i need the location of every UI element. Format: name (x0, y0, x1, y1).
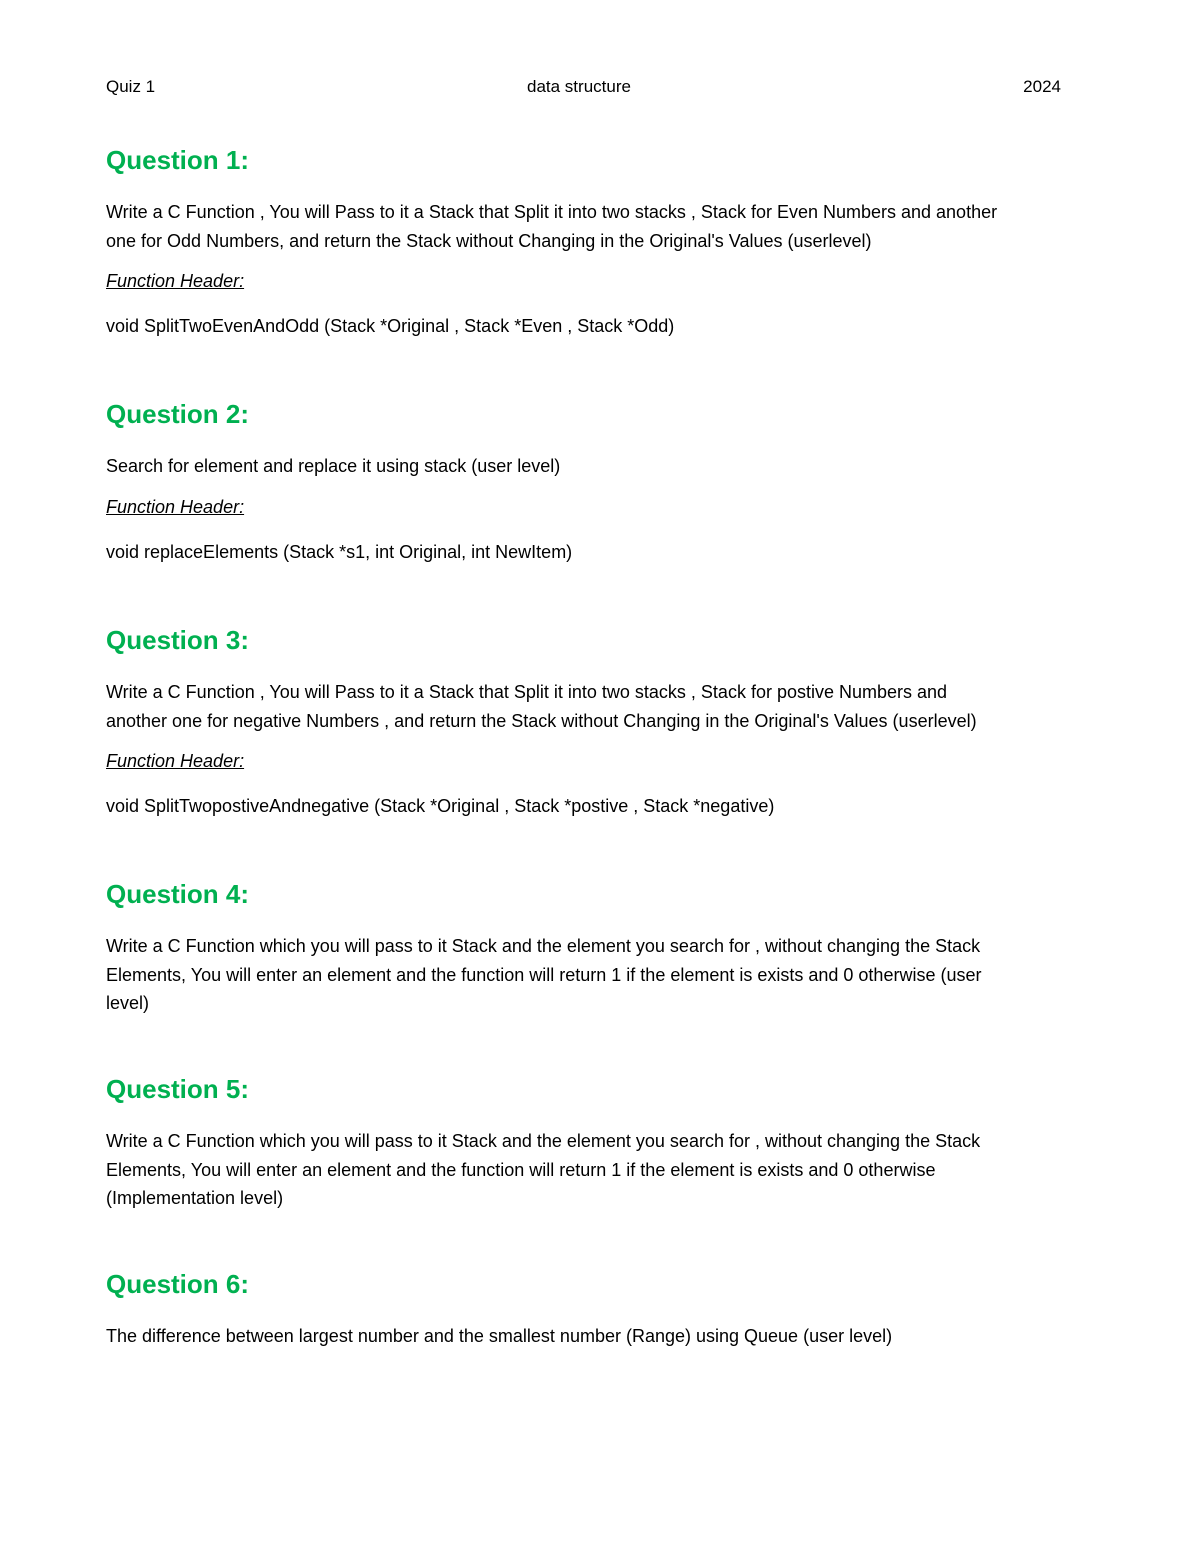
question-5 (106, 1073, 1091, 1213)
function-header-label: Function Header: (106, 271, 245, 291)
question-6 (106, 1268, 1091, 1351)
question-title: Question 6: (106, 1269, 250, 1299)
function-header-label: Function Header: (106, 496, 245, 517)
question-title: Question 5: (106, 1074, 250, 1104)
page-header (106, 76, 1061, 98)
question-text-line: one for Odd Numbers, and return the Stack without Changing in the Original's Values (userlevel) (106, 230, 872, 251)
question-text-line: another one for negative Numbers , and return the Stack without Changing in the Original's Values (userlevel) (106, 710, 977, 731)
question-text-line: The difference between largest number and the smallest number (Range) using Queue (user level) (106, 1326, 893, 1346)
question-text-line: level) (106, 993, 150, 1013)
question-text-line: (Implementation level) (106, 1188, 284, 1208)
question-3 (106, 624, 1091, 818)
question-1 (106, 144, 1091, 338)
question-2 (106, 398, 1091, 564)
question-text-line: Search for element and replace it using stack (user level) (106, 456, 561, 476)
question-title: Question 2: (106, 399, 250, 429)
header-subject: data structure (527, 77, 631, 96)
question-title: Question 3: (106, 625, 250, 655)
function-signature: void SplitTwoEvenAndOdd (Stack *Original , Stack *Even , Stack *Odd) (106, 316, 675, 336)
header-year: 2024 (1023, 77, 1061, 96)
question-title: Question 1: (106, 145, 250, 175)
question-title: Question 4: (106, 879, 250, 909)
function-signature: void replaceElements (Stack *s1, int Original, int NewItem) (106, 541, 573, 562)
question-text-line: Write a C Function , You will Pass to it a Stack that Split it into two stacks , Stack for Even Numbers and another (106, 202, 998, 222)
function-header-label: Function Header: (106, 751, 245, 771)
question-text-line: Write a C Function which you will pass to it Stack and the element you search for , without changing the Stack (106, 1131, 981, 1151)
header-quiz-label: Quiz 1 (106, 77, 156, 96)
question-4 (106, 878, 1091, 1018)
question-text-line: Elements, You will enter an element and the function will return 1 if the element is exists and 0 otherwise (user (106, 964, 982, 985)
function-signature: void SplitTwopostiveAndnegative (Stack *Original , Stack *postive , Stack *negative) (106, 796, 775, 816)
question-text-line: Elements, You will enter an element and the function will return 1 if the element is exists and 0 otherwise (106, 1159, 936, 1180)
question-text-line: Write a C Function , You will Pass to it a Stack that Split it into two stacks , Stack for postive Numbers and (106, 682, 948, 702)
question-text-line: Write a C Function which you will pass to it Stack and the element you search for , without changing the Stack (106, 936, 981, 956)
